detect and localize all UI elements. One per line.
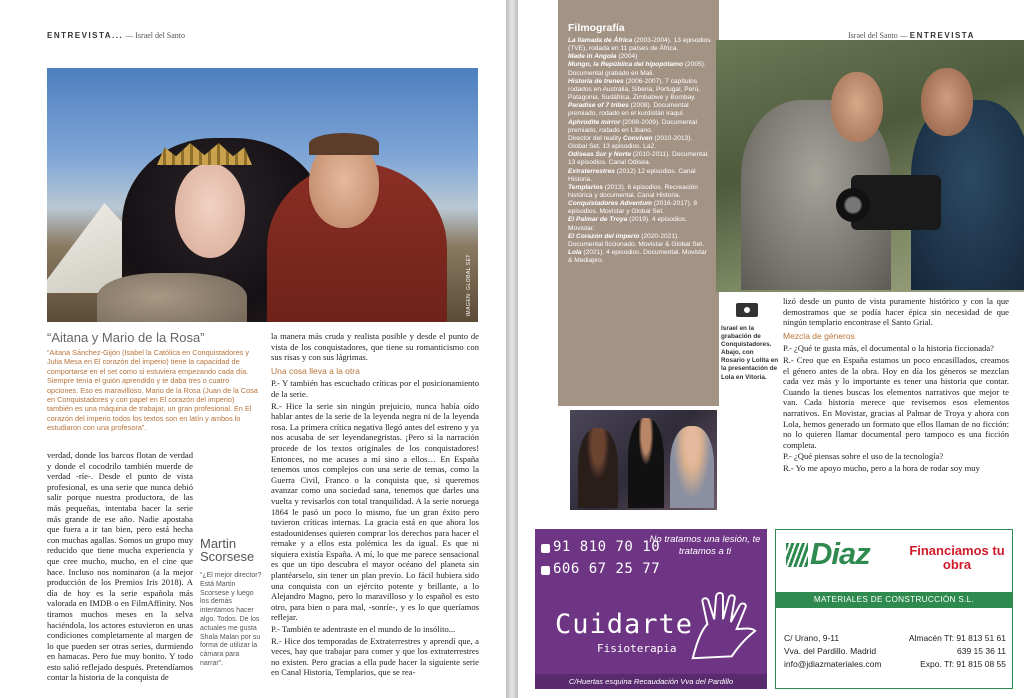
film-details: (2019). 4 episodios. Movistar.: [568, 216, 688, 232]
film-title: Paradise of 7 tribes: [568, 102, 629, 110]
filmography-entry: [568, 61, 706, 76]
filmography-entry: [568, 78, 700, 101]
person-lolita: [670, 426, 714, 508]
film-title: La llamada de África: [568, 37, 633, 44]
photo-presentation: [570, 410, 717, 510]
film-details: (2010-2013). Global Set. 13 episodios. La2.: [568, 134, 693, 151]
question: P.- También te adentraste en el mundo de lo insólito...: [271, 624, 456, 635]
cameraman-face: [831, 72, 883, 142]
subheading: Mezcla de géneros: [783, 330, 855, 341]
film-title: Made in Angola: [568, 53, 617, 61]
film-details: (2021). 4 episodios. Documental. Movistar & Mediapro.: [568, 249, 707, 265]
photo-credit: IMAGEN: GLOBAL SET: [466, 253, 472, 316]
photo-caption: Israel en la grabación de Conquistadores. Abajo, con Rosario y Lolita en la presentación de Lola en Vitoria.: [721, 325, 779, 381]
phone-number: Expo. Tf: 91 815 08 55: [920, 659, 1006, 669]
answer: R.- Hice dos temporadas de Extraterrestres y aprendí que, a veces, hay que trabajar para comer y que los extraterrestres no existen. Pero gracias a ella pude hacer la siguiente serie en Canal Historia, Templarios, que se rea-: [271, 635, 479, 678]
text-column-2: [271, 331, 479, 679]
logo-stripes-icon: [786, 543, 808, 567]
film-title: Mungo, la República del hipopótamo: [568, 61, 684, 69]
film-details: (2012) 12 episodios. Canal Historia.: [568, 167, 696, 183]
hand-icon: [683, 589, 761, 669]
film-details: (2008-2009). Documental premiado, rodado en Líbano.: [568, 118, 697, 134]
author-label: — Israel del Santo: [125, 31, 186, 40]
sidebar-heading: [200, 537, 254, 563]
film-title: Odiseas Sur y Norte: [568, 151, 632, 159]
paragraph: verdad, donde los barcos flotan de verdad y donde el cocodrilo también muerde de verdad -ríe-. Desde el punto de vista profesional, es una serie que nunca debió salir porque nuestra productora, de las más pequeñas, intentaba hacer la serie más grande de ese año. Nadie apostaba que fuera a ir tan bien, pero está hecha con muchas agallas. Somos un grupo muy reducido que tiene mucha experiencia y que cree mucho, mucho, en el cine que hace. Incluso nos nominaron (a la mejor producción de los Premios Iris 2018). A día de hoy es la serie española más valorada en IMDB o en FilmAffinity. Nos tiramos muchos meses en la selva haciéndola, los actores estuvieron en unas condiciones completamente al margen de lo que pueden ser otras series, durmiendo en hamacas. Pero fue muy bonito. Y todo esto salió reflejado después. Pretendíamos contar la historia de la conquista de: [47, 450, 193, 683]
filmography-entry: [568, 200, 697, 215]
ad-address-block: [784, 632, 881, 671]
answer: R.- Creo que en España estamos un poco encasillados, creamos el género antes de la obra. Hoy en día los géneros se mezclan cada vez más y lo importante es tener una historia que contar. Cuando la tienes buscas los elementos narrativos que mejor te van. Cada historia merece que revisemos esos elementos narrativos. En Movistar, gracias al Palmar de Troya y ahora con Lola, hemos generado un formato que ellos llaman de no ficción: no lo quieren llamar documental pero tampoco es una ficción completa.: [783, 354, 1009, 450]
film-title: El Corazón del imperio: [568, 232, 640, 240]
question: P.- Y también has escuchado críticas por el posicionamiento de la serie.: [271, 378, 479, 399]
photo-filming: [716, 40, 1024, 292]
woman-face: [175, 163, 245, 258]
lens-shape: [836, 188, 870, 222]
paragraph: la manera más cruda y realista posible y desde el punto de vista de los conquistadores, que tiene su romanticismo con sus risas y con sus lágrimas.: [271, 331, 479, 363]
running-head-right: [848, 31, 975, 40]
film-title: Extraterrestres: [568, 167, 615, 175]
film-title: Conquistadores Adventum: [568, 200, 653, 208]
filmography-entry: [568, 119, 697, 134]
sidebar-quote: “¿El mejor director? Está Martin Scorsese y luego los demás intentamos hacer algo. Todos. De los actuales me gusta Shala Malan por su forma de utilizar la cámara para narrar”.: [200, 572, 262, 667]
film-title: Templarios: [568, 183, 603, 191]
film-details: (2016-2017). 8 episodios. Movistar y Global Set.: [568, 200, 698, 216]
film-title: El Palmar de Troya: [568, 216, 628, 224]
text-column-3: [783, 296, 1009, 475]
phone-number: 639 15 36 11: [957, 646, 1006, 656]
person-rosario: [578, 428, 618, 508]
filmography-list: [568, 37, 711, 265]
film-title: Aphrodite mirror: [568, 118, 621, 126]
filmography-entry: [568, 102, 689, 117]
page-gutter: [506, 0, 518, 698]
film-details: (2010-2011). Documental. 13 episodios. Canal Odisea.: [568, 151, 709, 167]
film-details: (2020-2021). Documental ficcionado. Movistar & Global Set.: [568, 232, 704, 248]
camera-icon: [736, 303, 758, 317]
person-israel: [628, 418, 664, 508]
filmography-entry: [568, 233, 704, 248]
film-details: (2003-2004). 13 episodios (TVE), rodada en 11 países de África.: [568, 37, 711, 53]
phone-icon: [541, 544, 550, 553]
man-hair: [309, 133, 379, 155]
filmography-entry: [568, 249, 707, 264]
running-head-left: [47, 31, 185, 40]
left-page: [0, 0, 506, 698]
subheading: Una cosa lleva a la otra: [271, 365, 360, 376]
email-link[interactable]: info@jdiazmateriales.com: [784, 659, 882, 669]
phone-icon: [541, 566, 550, 575]
answer: R.- Hice la serie sin ningún prejuicio, nunca había oído hablar antes de la serie de la leyenda negra ni de la leyenda rosa. La primera crítica negativa llegó antes del estreno y ya nos acusaba de ser leyendanegristas. ¡Pero si la narración procede de los textos originales de los conquistadores! Entonces, no me acuses a mí sino a ellos… En España tenemos unos complejos con una serie de temas, como la Guerra Civil, Franco o la conquista que, si queremos avanzar como una sociedad sana, tenemos que darles una vuelta y revisarlos con total tranquilidad. A la serie noruega 1864 le pasó un poco lo mismo, fue un gran éxito pero tuvieron críticas internas. La gracia está en que ahora los estadounidenses quieren comprar los derechos para hacer el remake y a ellos esta polémica les da igual. Es que ni siquiera existía España. A mí, lo que me parece sensacional es que un tipo descubra el mayor océano del planeta sin plantéarselo, sin tener un plan previo. Lo fácil hubiera sido una conquista con un ejército potente y brillante, a lo Alejandro Magno, pero lo maravilloso y lo español es esto otro, para bien o para mal, -sonríe-, y es lo que queríamos reflejar.: [271, 400, 479, 623]
ad-slogan: No tratamos una lesión, te tratamos a ti: [649, 534, 761, 557]
crew-face: [921, 68, 973, 136]
filmography-title: Filmografía: [568, 22, 625, 34]
filmography-entry: [568, 216, 687, 231]
ad-phones: [908, 632, 1006, 671]
question: P.- ¿Qué piensas sobre el uso de la tecnología?: [783, 451, 944, 462]
ad-headline: Financiamos tu obra: [909, 543, 1005, 572]
sidebar-heading-line2: Scorsese: [200, 549, 255, 564]
pull-quote-text: “Aitana Sánchez-Gijón (Isabel la Católica en Conquistadores y Julia Mesa en El corazón del imperio) tiene la capacidad de comportarse en el set como si estuviera empezando cada día. Siempre tenía el guión aprendido y te daba tres o cuatro opciones. Eso es maravilloso. Mario de la Rosa (Juan de la Cosa en Conquistadores y con papel en El corazón del imperio) también es una máquina de trabajar, un gran profesional. En El corazón del imperio todos los textos son en latín y ambos lo estudiaron con una profesora”.: [47, 348, 258, 433]
ad-business-type: MATERIALES DE CONSTRUCCIÓN S.L.: [776, 592, 1012, 608]
fur-cloak: [97, 273, 247, 322]
ad-brand-sub: Fisioterapia: [597, 642, 677, 655]
film-details: (2013). 6 episodios. Recreación histórica y documental. Canal Historia.: [568, 183, 698, 199]
ad-diaz[interactable]: [775, 529, 1013, 689]
film-title: Historia de trenes: [568, 77, 624, 85]
filmography-entry: [568, 168, 696, 183]
filmography-entry: [568, 37, 711, 52]
pull-quote-title: “Aitana y Mario de la Rosa”: [47, 330, 205, 345]
phone-number: 606 67 25 77: [553, 561, 661, 577]
phone-number: 91 810 70 10: [553, 539, 661, 555]
answer: R.- Yo me apoyo mucho, pero a la hora de rodar soy muy: [783, 462, 980, 473]
filmography-entry: [568, 151, 709, 166]
film-details: (2006-2007). 7 capítulos rodados en Australia, Siberia, Portugal, Perú, Patagonia, Sudáfrica, Zimbabwe y Bombay.: [568, 77, 700, 102]
address-line: Vva. del Pardillo. Madrid: [784, 646, 877, 656]
filmography-box: [558, 0, 719, 406]
film-details: (2004): [616, 53, 638, 61]
phone-number: Almacén Tf: 91 813 51 61: [908, 633, 1006, 643]
ad-brand: Cuidarte: [555, 609, 694, 640]
film-title: Conviven: [622, 134, 653, 142]
address-line: C/ Urano, 9-11: [784, 633, 840, 643]
film-title: Lola: [568, 249, 582, 257]
filmography-entry: [568, 53, 637, 60]
diaz-logo: [786, 536, 870, 572]
paragraph: lizó desde un punto de vista puramente histórico y con la que demostramos que se podía hacer épica sin necesidad de que ningún templario encontrase el Santo Grial.: [783, 296, 1009, 328]
text-column-1: [47, 450, 193, 684]
ad-cuidarte[interactable]: [535, 529, 767, 689]
logo-text: Diaz: [810, 536, 870, 571]
photo-aitana-mario: [47, 68, 478, 322]
filmography-entry: [568, 135, 623, 142]
film-details: Director del reality: [568, 134, 623, 142]
filmography-entry: [568, 184, 698, 199]
question: P.- ¿Qué te gusta más, el documental o la historia ficcionada?: [783, 343, 994, 354]
sidebar-heading-line1: Martin: [200, 536, 237, 551]
section-label: ENTREVISTA...: [47, 31, 124, 40]
ad-address: C/Huertas esquina Recaudación Vva del Pardillo: [535, 674, 767, 689]
film-details: (2005). Documental grabado en Mali.: [568, 61, 706, 77]
film-details: (2008). Documental premiado, rodado en el kurdistán iraquí.: [568, 102, 689, 118]
author-label: Israel del Santo —: [848, 31, 908, 40]
section-label: ENTREVISTA: [909, 31, 975, 40]
